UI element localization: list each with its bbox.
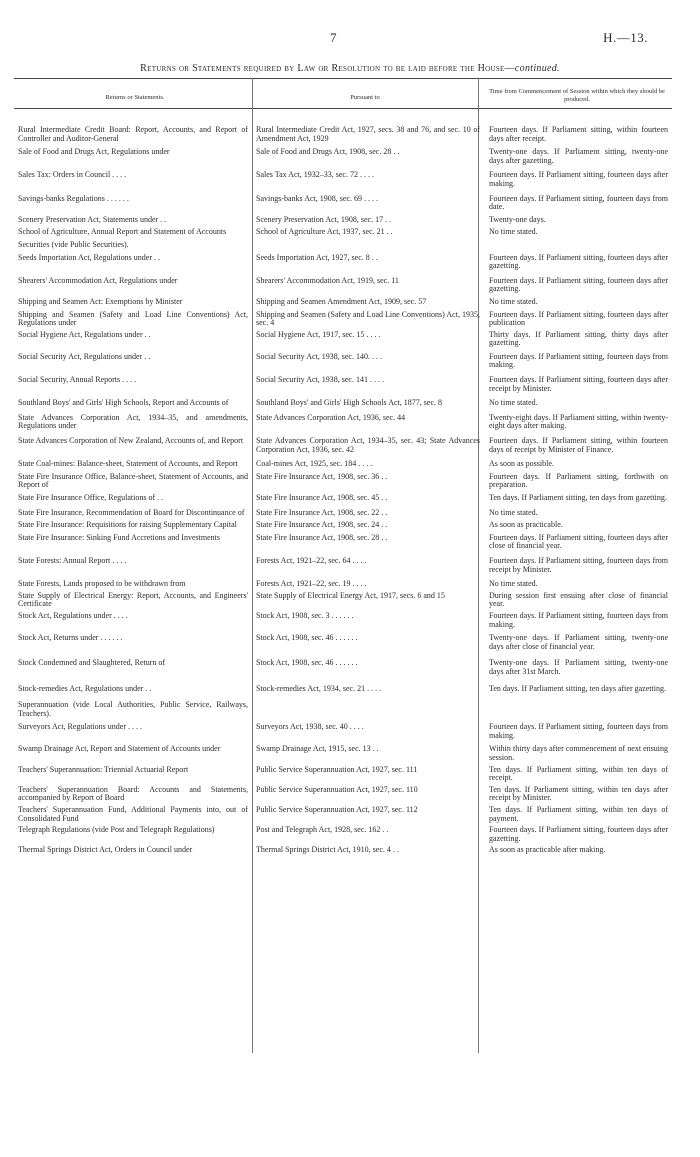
table-row <box>18 414 672 431</box>
table-row <box>18 766 672 783</box>
pursuant-cell: State Supply of Electrical Energy Act, 1917, secs. 6 and 15 <box>256 590 445 600</box>
time-cell: Ten days. If Parliament sitting, within ten days after receipt by Minister. <box>489 784 668 803</box>
time-cell: No time stated. <box>489 296 538 306</box>
pursuant-cell: Swamp Drainage Act, 1915, sec. 13 . . <box>256 744 379 754</box>
table-row <box>18 437 672 454</box>
pursuant-cell: Shipping and Seamen (Safety and Load Line Conventions) Act, 1935, sec. 4 <box>256 309 480 328</box>
table-row <box>18 685 672 694</box>
time-cell: Fourteen days. If Parliament sitting, fourteen days from making. <box>489 610 668 629</box>
time-cell: Ten days. If Parliament sitting, ten days from gazetting. <box>489 493 667 502</box>
table-row <box>18 521 672 530</box>
time-cell: Fourteen days. If Parliament sitting, fourteen days after publication <box>489 309 668 328</box>
table-row <box>18 241 672 250</box>
returns-cell: Securities (vide Public Securities). <box>18 239 129 249</box>
table-row <box>18 806 672 823</box>
pursuant-cell: Sales Tax Act, 1932–33, sec. 72 . . . . <box>256 170 374 180</box>
time-cell: Ten days. If Parliament sitting, within ten days of receipt. <box>489 764 668 783</box>
table-row <box>18 171 672 188</box>
table-top-rule <box>14 78 672 79</box>
table-row <box>18 216 672 225</box>
time-cell: No time stated. <box>489 398 538 408</box>
time-cell: Fourteen days. If Parliament sitting, forthwith on preparation. <box>489 471 668 490</box>
statement-table <box>18 126 672 855</box>
returns-cell: State Fire Insurance: Sinking Fund Accretions and Investments <box>18 532 220 542</box>
pursuant-cell: Savings-banks Act, 1908, sec. 69 . . . . <box>256 193 378 203</box>
pursuant-cell: Coal-mines Act, 1925, sec. 184 . . . . <box>256 459 373 469</box>
returns-cell: Shipping and Seamen (Safety and Load Line Conventions) Act, Regulations under <box>18 309 248 328</box>
time-cell <box>484 241 672 250</box>
pursuant-cell: Public Service Superannuation Act, 1927, sec. 112 <box>256 805 418 815</box>
pursuant-cell: Seeds Importation Act, 1927, sec. 8 . . <box>256 252 378 262</box>
time-cell: Ten days. If Parliament sitting, ten days after gazetting. <box>489 683 666 693</box>
returns-cell: State Advances Corporation Act, 1934–35, and amendments, Regulations under <box>18 412 248 431</box>
time-cell: Fourteen days. If Parliament sitting, fourteen days from making. <box>489 722 668 740</box>
returns-cell: State Fire Insurance Office, Balance-sheet, Statement of Accounts, and Report of <box>18 471 248 490</box>
page-number: 7 <box>330 30 337 45</box>
returns-cell: State Advances Corporation of New Zealand, Accounts of, and Report <box>18 436 244 446</box>
column-header-returns: Returns or Statements. <box>105 94 165 101</box>
pursuant-cell <box>252 241 484 250</box>
table-row <box>18 580 672 589</box>
time-cell: As soon as practicable. <box>489 520 563 530</box>
time-cell: Twenty-one days. If Parliament sitting, twenty-one days after 31st March. <box>489 658 668 676</box>
column-header-pursuant: Pursuant to <box>350 94 380 101</box>
time-cell: No time stated. <box>489 507 538 517</box>
pursuant-cell: Stock Act, 1908, sec. 46 . . . . . . <box>256 633 358 643</box>
returns-cell: Stock Condemned and Slaughtered, Return of <box>18 658 166 668</box>
table-row <box>18 460 672 469</box>
returns-cell: State Forests: Annual Report . . . . <box>18 555 127 565</box>
returns-cell: Thermal Springs District Act, Orders in Council under <box>18 845 193 855</box>
table-row <box>18 126 672 143</box>
returns-cell: State Forests, Lands proposed to be withdrawn from <box>18 579 186 589</box>
table-row <box>18 745 672 762</box>
time-cell: Fourteen days. If Parliament sitting, fourteen days after gazetting. <box>489 825 668 843</box>
table-row <box>18 353 672 370</box>
returns-cell: State Fire Insurance, Recommendation of Board for Discontinuance of <box>18 507 245 517</box>
pursuant-cell: State Fire Insurance Act, 1908, sec. 45 . . <box>256 493 388 502</box>
table-row <box>18 846 672 855</box>
time-cell: Fourteen days. If Parliament sitting, fourteen days from receipt by Minister. <box>489 555 668 574</box>
table-row <box>18 277 672 294</box>
time-cell: Fourteen days. If Parliament sitting, fourteen days after gazetting. <box>489 252 668 271</box>
table-row <box>18 331 672 348</box>
time-cell <box>484 701 672 718</box>
returns-cell: Sale of Food and Drugs Act, Regulations under <box>18 147 170 157</box>
returns-cell: Stock Act, Regulations under . . . . <box>18 610 128 620</box>
column-header-time: Time from Commencement of Session within which they should be produced. <box>489 88 665 103</box>
returns-cell: Surveyors Act, Regulations under . . . . <box>18 722 142 732</box>
returns-cell: State Fire Insurance: Requisitions for raising Supplementary Capital <box>18 520 237 530</box>
pursuant-cell: Forests Act, 1921–22, sec. 19 . . . . <box>256 579 367 589</box>
title-main: Returns or Statements required by Law or Resolution to be laid before the House— <box>140 63 515 74</box>
pursuant-cell: State Advances Corporation Act, 1936, sec. 44 <box>256 412 406 422</box>
pursuant-cell: Sale of Food and Drugs Act, 1908, sec. 28 . . <box>256 147 400 157</box>
returns-cell: Shearers' Accommodation Act, Regulations under <box>18 275 178 285</box>
returns-cell: Seeds Importation Act, Regulations under . . <box>18 252 160 262</box>
pursuant-cell: Scenery Preservation Act, 1908, sec. 17 . . <box>256 214 392 224</box>
returns-cell: Social Security Act, Regulations under . . <box>18 351 151 361</box>
time-cell: Fourteen days. If Parliament sitting, fourteen days after gazetting. <box>489 275 668 294</box>
pursuant-cell: Public Service Superannuation Act, 1927, sec. 110 <box>256 784 418 794</box>
returns-cell: Teachers' Superannuation Fund, Additional Payments into, out of Consolidated Fund <box>18 805 248 823</box>
table-row <box>18 195 672 212</box>
pursuant-cell: Thermal Springs District Act, 1910, sec. 4 . . <box>256 845 399 855</box>
pursuant-cell: Southland Boys' and Girls' High Schools Act, 1877, sec. 8 <box>256 398 442 408</box>
returns-cell: Southland Boys' and Girls' High Schools, Report and Accounts of <box>18 398 229 408</box>
returns-cell: State Fire Insurance Office, Regulations of . . <box>18 493 164 502</box>
pursuant-cell: Stock Act, 1908, sec. 3 . . . . . . <box>256 610 354 620</box>
table-row <box>18 311 672 328</box>
returns-cell: Scenery Preservation Act, Statements under . . <box>18 214 167 224</box>
returns-cell: Superannuation (vide Local Authorities, Public Service, Railways, Teachers). <box>18 700 248 718</box>
document-reference: H.—13. <box>603 30 648 45</box>
time-cell: Within thirty days after commencement of next ensuing session. <box>489 744 668 763</box>
table-row <box>18 723 672 740</box>
page-title <box>0 63 700 74</box>
pursuant-cell: Stock-remedies Act, 1934, sec. 21 . . . . <box>256 683 382 693</box>
table-row <box>18 534 672 551</box>
returns-cell: School of Agriculture, Annual Report and Statement of Accounts <box>18 227 227 237</box>
returns-cell: Social Hygiene Act, Regulations under . . <box>18 329 151 339</box>
time-cell: Fourteen days. If Parliament sitting, fourteen days after close of financial year. <box>489 532 668 551</box>
returns-cell: Stock-remedies Act, Regulations under . . <box>18 683 152 693</box>
pursuant-cell: Social Security Act, 1938, sec. 140. . . . <box>256 351 382 361</box>
pursuant-cell: Shearers' Accommodation Act, 1919, sec. 11 <box>256 275 399 285</box>
table-row <box>18 494 672 503</box>
table-row <box>18 557 672 574</box>
time-cell: As soon as practicable after making. <box>489 845 606 855</box>
table-row <box>18 148 672 165</box>
table-row <box>18 826 672 843</box>
pursuant-cell: Surveyors Act, 1938, sec. 40 . . . . <box>256 722 364 732</box>
table-row <box>18 659 672 676</box>
pursuant-cell: Rural Intermediate Credit Act, 1927, secs. 38 and 76, and sec. 10 of Amendment Act, 1929 <box>256 125 480 143</box>
table-row <box>18 399 672 408</box>
table-row <box>18 509 672 518</box>
time-cell: Thirty days. If Parliament sitting, thirty days after gazetting. <box>489 329 668 348</box>
table-row <box>18 376 672 393</box>
pursuant-cell: State Fire Insurance Act, 1908, sec. 28 . . <box>256 532 388 542</box>
pursuant-cell: Post and Telegraph Act, 1928, sec. 162 . . <box>256 825 389 835</box>
pursuant-cell: State Advances Corporation Act, 1934–35, sec. 43; State Advances Corporation Act, 1936, sec. 42 <box>256 436 480 454</box>
pursuant-cell: Shipping and Seamen Amendment Act, 1909, sec. 57 <box>256 296 427 306</box>
time-cell: Ten days. If Parliament sitting, within ten days of payment. <box>489 805 668 823</box>
table-row <box>18 612 672 629</box>
time-cell: Fourteen days. If Parliament sitting, fourteen days from date. <box>489 193 668 212</box>
returns-cell: Rural Intermediate Credit Board: Report, Accounts, and Report of Controller and Auditor-General <box>18 125 248 143</box>
pursuant-cell: School of Agriculture Act, 1937, sec. 21 . . <box>256 227 393 237</box>
time-cell: During session first ensuing after close of financial year. <box>489 590 668 609</box>
pursuant-cell: Public Service Superannuation Act, 1927, sec. 111 <box>256 764 418 774</box>
returns-cell: Social Security, Annual Reports . . . . <box>18 375 137 385</box>
table-header-rule <box>14 108 672 109</box>
table-row <box>18 473 672 490</box>
time-cell: Fourteen days. If Parliament sitting, fourteen days after receipt by Minister. <box>489 375 668 393</box>
title-continued: continued. <box>514 63 560 74</box>
pursuant-cell: State Fire Insurance Act, 1908, sec. 24 . . <box>256 520 388 530</box>
pursuant-cell <box>252 701 484 718</box>
pursuant-cell: Forests Act, 1921–22, sec. 64 . . . . <box>256 555 367 565</box>
time-cell: No time stated. <box>489 227 538 237</box>
returns-cell: Swamp Drainage Act, Report and Statement of Accounts under <box>18 744 221 754</box>
table-row <box>18 634 672 651</box>
time-cell: No time stated. <box>489 579 538 589</box>
time-cell: Fourteen days. If Parliament sitting, fourteen days after making. <box>489 170 668 188</box>
table-row <box>18 228 672 237</box>
pursuant-cell: Social Hygiene Act, 1917, sec. 15 . . . . <box>256 329 381 339</box>
time-cell: Twenty-one days. <box>489 214 546 224</box>
page-header <box>0 30 700 46</box>
time-cell: As soon as possible. <box>489 459 554 469</box>
returns-cell: State Coal-mines: Balance-sheet, Statement of Accounts, and Report <box>18 459 238 469</box>
table-row <box>18 298 672 307</box>
time-cell: Fourteen days. If Parliament sitting, within fourteen days after receipt. <box>489 125 668 143</box>
returns-cell: Sales Tax: Orders in Council . . . . <box>18 170 127 180</box>
returns-cell: Telegraph Regulations (vide Post and Telegraph Regulations) <box>18 825 215 835</box>
time-cell: Twenty-eight days. If Parliament sitting, within twenty-eight days after making. <box>489 412 668 431</box>
pursuant-cell: State Fire Insurance Act, 1908, sec. 22 . . <box>256 507 388 517</box>
time-cell: Twenty-one days. If Parliament sitting, twenty-one days after close of financial year. <box>489 633 668 651</box>
returns-cell: Savings-banks Regulations . . . . . . <box>18 193 129 203</box>
table-row <box>18 786 672 803</box>
table-row <box>18 254 672 271</box>
pursuant-cell: Social Security Act, 1938, sec. 141 . . . . <box>256 375 384 385</box>
table-row <box>18 701 672 718</box>
returns-cell: State Supply of Electrical Energy: Report, Accounts, and Engineers' Certificate <box>18 590 248 609</box>
table-row <box>18 592 672 609</box>
pursuant-cell: Stock Act, 1908, sec. 46 . . . . . . <box>256 658 358 668</box>
returns-cell: Teachers' Superannuation: Triennial Actuarial Report <box>18 764 189 774</box>
time-cell: Fourteen days. If Parliament sitting, within fourteen days of receipt by Minister of Finance. <box>489 436 668 454</box>
returns-cell: Teachers' Superannuation Board: Accounts and Statements, accompanied by Report of Board <box>18 784 248 803</box>
returns-cell: Stock Act, Returns under . . . . . . <box>18 633 123 643</box>
time-cell: Fourteen days. If Parliament sitting, fourteen days from making. <box>489 351 668 370</box>
pursuant-cell: State Fire Insurance Act, 1908, sec. 36 . . <box>256 471 388 481</box>
returns-cell: Shipping and Seamen Act: Exemptions by Minister <box>18 296 183 306</box>
time-cell: Twenty-one days. If Parliament sitting, twenty-one days after gazetting. <box>489 147 668 165</box>
